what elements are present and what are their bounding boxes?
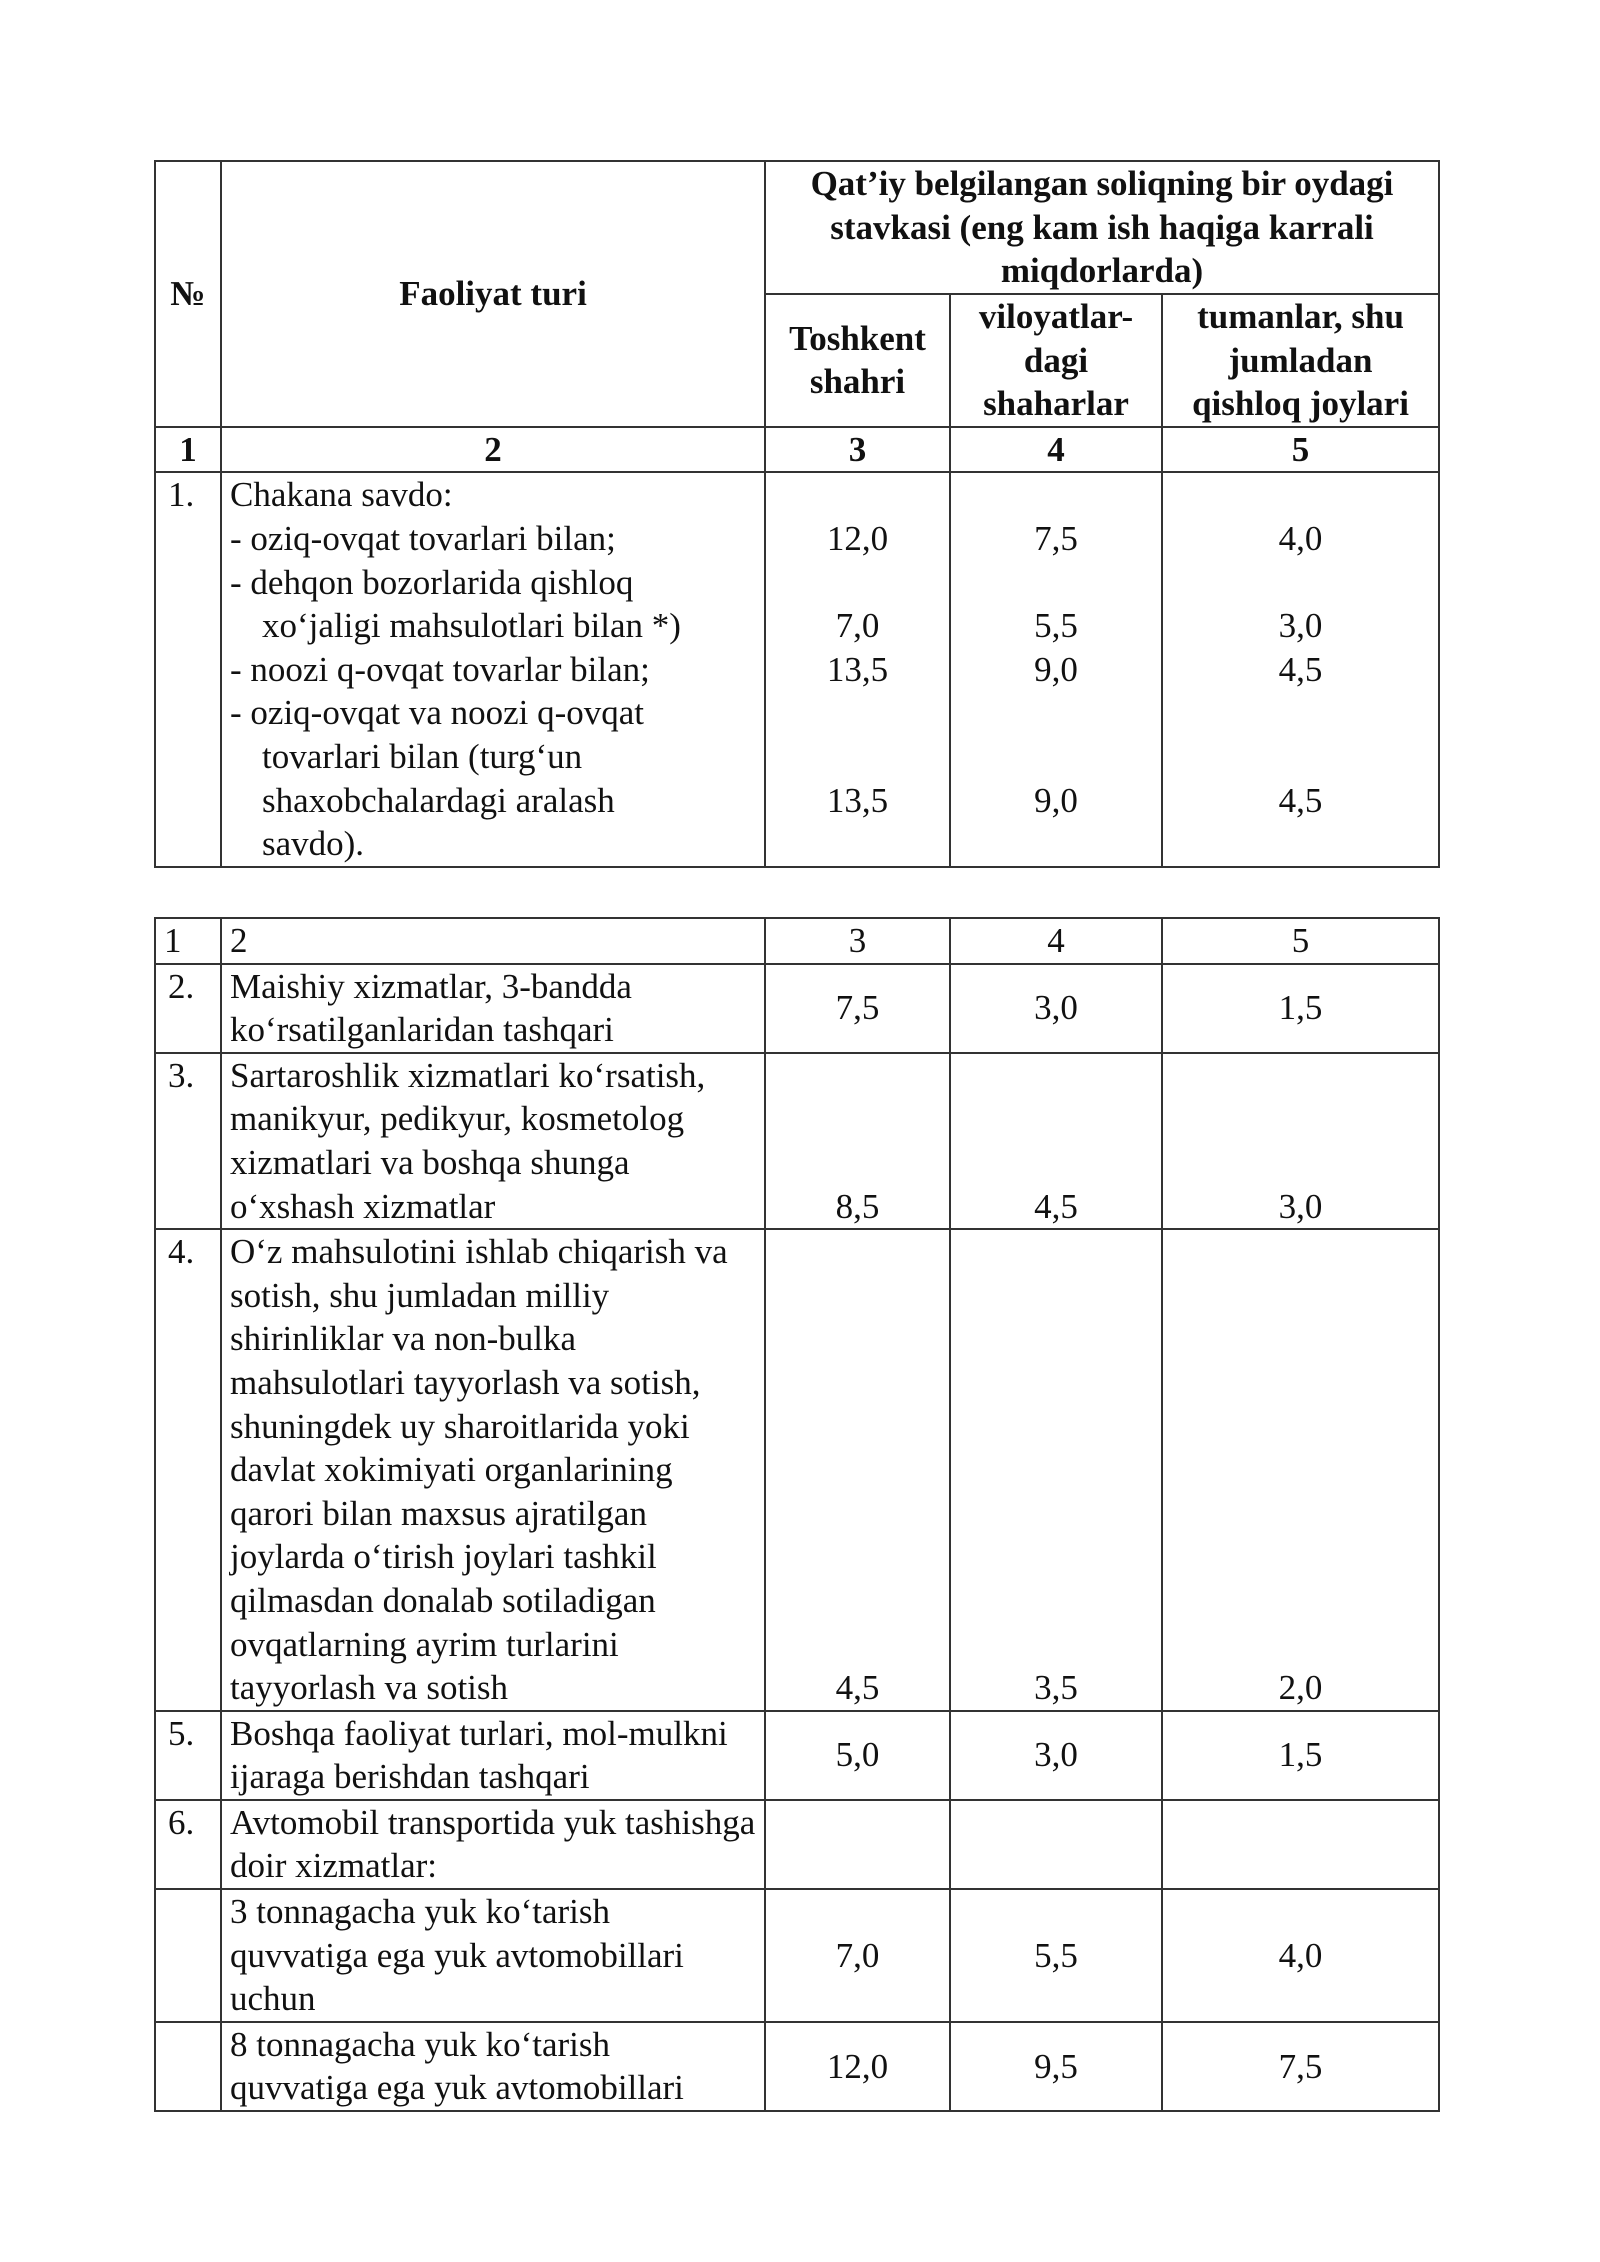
rate-value: 4,5 <box>1278 780 1323 820</box>
header-districts-rural: tumanlar, shu jumladan qishloq joylari <box>1162 294 1439 427</box>
rate-tashkent: 8,5 <box>765 1053 950 1229</box>
rate-value: 9,0 <box>1034 649 1078 689</box>
row-activity: O‘z mahsulotini ishlab chiqarish va sotish, shu jumladan milliy shirinliklar va non-bulka mahsulotlari tayyorlash va sotish, shuningdek uy sharoitlarida yoki davlat xokimiyati organlarining qarori bilan maxsus ajratilgan joylarda o‘tirish joylari tashkil qilmasdan donalab sotiladigan ovqatlarning ayrim turlarini tayyorlash va sotish <box>221 1229 765 1711</box>
row-number <box>155 2022 221 2111</box>
list-item: shaxobchalardagi aralash <box>262 780 615 820</box>
rate-value <box>774 691 941 735</box>
rate-tashkent: 12,0 <box>765 2022 950 2111</box>
header-regional-cities-line3: shaharlar <box>983 384 1129 424</box>
table-row <box>155 1800 1439 1889</box>
table-row <box>155 1053 1439 1229</box>
row-number: 4. <box>155 1229 221 1711</box>
index-cell-3: 3 <box>765 918 950 964</box>
rate-value: 7,0 <box>835 606 880 646</box>
row-activity: Sartaroshlik xizmatlari ko‘rsatish, manikyur, pedikyur, kosmetolog xizmatlari va boshqa shunga o‘xshash xizmatlar <box>221 1053 765 1229</box>
header-regional-cities-line2: dagi <box>1023 340 1089 380</box>
header-activity-type: Faoliyat turi <box>221 161 765 427</box>
rate-value: 3,0 <box>1278 606 1323 646</box>
rate-value: 4,5 <box>1278 649 1323 689</box>
rate-value: 13,5 <box>826 649 889 689</box>
rate-tashkent <box>765 1800 950 1889</box>
table-row <box>155 2022 1439 2111</box>
list-item: xo‘jaligi mahsulotlari bilan *) <box>262 606 681 646</box>
list-item: - oziq-ovqat tovarlari bilan; <box>230 518 616 558</box>
rate-tashkent: 4,5 <box>765 1229 950 1711</box>
rate-value <box>774 735 941 779</box>
table-row <box>155 1229 1439 1711</box>
rate-tashkent: 7,0 <box>765 1889 950 2022</box>
table-row <box>155 964 1439 1053</box>
row-activity-title: Chakana savdo: <box>230 475 453 515</box>
list-item: - dehqon bozorlarida qishloq <box>230 562 634 602</box>
row-activity: 8 tonnagacha yuk ko‘tarish quvvatiga ega yuk avtomobillari <box>221 2022 765 2111</box>
rate-value <box>959 561 1153 605</box>
rate-districts: 1,5 <box>1162 1711 1439 1800</box>
rates-table-part-1 <box>154 160 1440 868</box>
rates-table-part-2 <box>154 917 1440 2112</box>
rate-value <box>959 735 1153 779</box>
table-row <box>155 1711 1439 1800</box>
rate-districts: 2,0 <box>1162 1229 1439 1711</box>
list-item: - noozi q-ovqat tovarlar bilan; <box>230 649 650 689</box>
rate-value: 5,5 <box>1034 606 1078 646</box>
rate-regional <box>950 1800 1162 1889</box>
rate-value <box>1171 735 1430 779</box>
rate-regional: 3,0 <box>950 964 1162 1053</box>
index-cell-2: 2 <box>221 427 765 473</box>
rate-tashkent: 5,0 <box>765 1711 950 1800</box>
rate-value <box>774 561 941 605</box>
index-cell-1: 1 <box>155 918 221 964</box>
header-rate-group: Qat’iy belgilangan soliqning bir oydagi stavkasi (eng kam ish haqiga karrali miqdorlarda) <box>765 161 1439 294</box>
rate-tashkent: 7,5 <box>765 964 950 1053</box>
rate-regional: 4,5 <box>950 1053 1162 1229</box>
row-activity: Maishiy xizmatlar, 3-bandda ko‘rsatilganlaridan tashqari <box>221 964 765 1053</box>
list-item: tovarlari bilan (turg‘un <box>262 736 583 776</box>
rate-regional <box>950 472 1162 866</box>
rate-regional: 3,5 <box>950 1229 1162 1711</box>
header-regional-cities <box>950 294 1162 427</box>
index-cell-3: 3 <box>765 427 950 473</box>
rate-districts <box>1162 472 1439 866</box>
rate-tashkent <box>765 472 950 866</box>
rate-value: 13,5 <box>826 780 889 820</box>
table-row <box>155 1889 1439 2022</box>
row-activity <box>221 472 765 866</box>
header-tashkent-city: Toshkent shahri <box>765 294 950 427</box>
rate-value: 12,0 <box>826 518 889 558</box>
row-activity: 3 tonnagacha yuk ko‘tarish quvvatiga ega yuk avtomobillari uchun <box>221 1889 765 2022</box>
row-number: 5. <box>155 1711 221 1800</box>
rate-districts: 7,5 <box>1162 2022 1439 2111</box>
row-number <box>155 1889 221 2022</box>
index-cell-5: 5 <box>1162 427 1439 473</box>
row-activity: Boshqa faoliyat turlari, mol-mulkni ijaraga berishdan tashqari <box>221 1711 765 1800</box>
row-number: 3. <box>155 1053 221 1229</box>
row-number: 1. <box>155 472 221 866</box>
index-cell-5: 5 <box>1162 918 1439 964</box>
index-cell-4: 4 <box>950 918 1162 964</box>
index-cell-4: 4 <box>950 427 1162 473</box>
table-row <box>155 472 1439 866</box>
rate-regional: 3,0 <box>950 1711 1162 1800</box>
rate-value: 9,0 <box>1034 780 1078 820</box>
index-cell-1: 1 <box>155 427 221 473</box>
rate-value: 7,5 <box>1034 518 1078 558</box>
row-activity: Avtomobil transportida yuk tashishga doir xizmatlar: <box>221 1800 765 1889</box>
rate-districts: 4,0 <box>1162 1889 1439 2022</box>
rate-value <box>959 691 1153 735</box>
header-regional-cities-line1: viloyatlar- <box>978 297 1134 336</box>
row-number: 2. <box>155 964 221 1053</box>
rate-value <box>1171 561 1430 605</box>
rate-value <box>1171 691 1430 735</box>
header-number: № <box>155 161 221 427</box>
rate-districts: 1,5 <box>1162 964 1439 1053</box>
rate-regional: 5,5 <box>950 1889 1162 2022</box>
rate-districts <box>1162 1800 1439 1889</box>
list-item: - oziq-ovqat va noozi q-ovqat <box>230 693 645 733</box>
rate-districts: 3,0 <box>1162 1053 1439 1229</box>
row-number: 6. <box>155 1800 221 1889</box>
index-cell-2: 2 <box>221 918 765 964</box>
rate-regional: 9,5 <box>950 2022 1162 2111</box>
rate-value: 4,0 <box>1278 518 1323 558</box>
list-item: savdo). <box>262 824 365 864</box>
